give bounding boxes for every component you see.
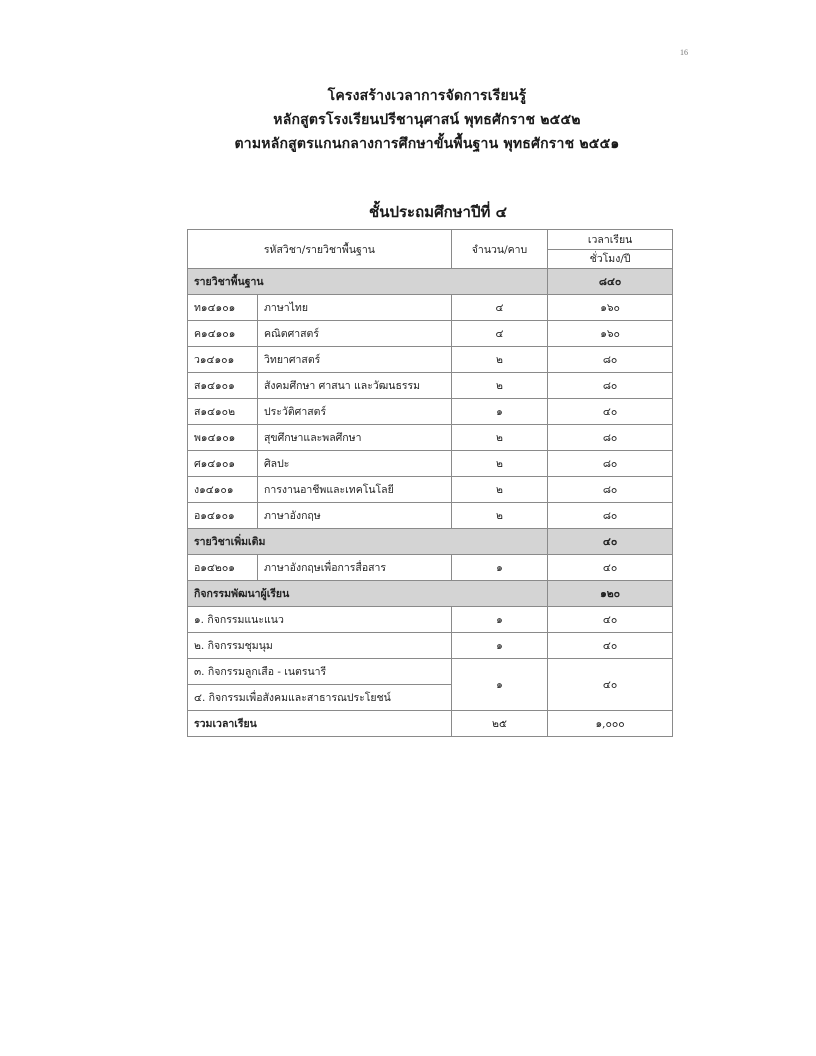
hours-cell: ๘๐ — [548, 347, 673, 373]
periods-cell: ๔ — [451, 295, 547, 321]
subject-name: สุขศึกษาและพลศึกษา — [258, 425, 452, 451]
document-titles — [0, 84, 816, 156]
header-periods: จำนวน/คาบ — [451, 230, 547, 269]
subject-name: สังคมศึกษา ศาสนา และวัฒนธรรม — [258, 373, 452, 399]
section-label: รายวิชาเพิ่มเติม — [188, 529, 548, 555]
table-row — [188, 425, 673, 451]
hours-cell: ๔๐ — [548, 399, 673, 425]
table-row — [188, 633, 673, 659]
activity-name: ๒. กิจกรรมชุมนุม — [188, 633, 452, 659]
title-line-1: โครงสร้างเวลาการจัดการเรียนรู้ — [327, 88, 527, 104]
hours-cell: ๑๖๐ — [548, 321, 673, 347]
hours-cell: ๘๐ — [548, 477, 673, 503]
total-label: รวมเวลาเรียน — [188, 711, 452, 737]
subject-name: วิทยาศาสตร์ — [258, 347, 452, 373]
periods-cell: ๑ — [451, 555, 547, 581]
activity-name: ๑. กิจกรรมแนะแนว — [188, 607, 452, 633]
table-row — [188, 607, 673, 633]
section-row-activities — [188, 581, 673, 607]
total-periods: ๒๕ — [451, 711, 547, 737]
table-row — [188, 321, 673, 347]
hours-cell: ๔๐ — [548, 607, 673, 633]
hours-cell: ๘๐ — [548, 373, 673, 399]
subject-code: ท๑๔๑๐๑ — [188, 295, 258, 321]
subject-name: ภาษาอังกฤษ — [258, 503, 452, 529]
hours-cell: ๔๐ — [548, 555, 673, 581]
subject-code: พ๑๔๑๐๑ — [188, 425, 258, 451]
table-row — [188, 659, 673, 685]
periods-cell: ๑ — [451, 399, 547, 425]
periods-cell: ๑ — [451, 633, 547, 659]
table-row — [188, 503, 673, 529]
hours-cell: ๑๖๐ — [548, 295, 673, 321]
page-number: 16 — [680, 48, 688, 57]
section-label: รายวิชาพื้นฐาน — [188, 269, 548, 295]
table-row — [188, 399, 673, 425]
activity-name: ๓. กิจกรรมลูกเสือ - เนตรนารี — [188, 659, 452, 685]
table-header-row — [188, 230, 673, 250]
subject-code: ง๑๔๑๐๑ — [188, 477, 258, 503]
table-row — [188, 373, 673, 399]
subject-code: ศ๑๔๑๐๑ — [188, 451, 258, 477]
table-row — [188, 295, 673, 321]
section-label: กิจกรรมพัฒนาผู้เรียน — [188, 581, 548, 607]
table-row — [188, 451, 673, 477]
subject-code: อ๑๔๒๐๑ — [188, 555, 258, 581]
subject-code: ส๑๔๑๐๒ — [188, 399, 258, 425]
subject-name: คณิตศาสตร์ — [258, 321, 452, 347]
periods-cell: ๒ — [451, 503, 547, 529]
hours-cell: ๘๐ — [548, 451, 673, 477]
periods-cell: ๒ — [451, 425, 547, 451]
subject-name: ภาษาอังกฤษเพื่อการสื่อสาร — [258, 555, 452, 581]
periods-cell: ๒ — [451, 373, 547, 399]
header-time: เวลาเรียน — [548, 230, 673, 250]
hours-cell: ๘๐ — [548, 503, 673, 529]
subject-name: ศิลปะ — [258, 451, 452, 477]
hours-cell: ๔๐ — [548, 633, 673, 659]
table-row — [188, 555, 673, 581]
section-total: ๑๒๐ — [548, 581, 673, 607]
section-total: ๘๔๐ — [548, 269, 673, 295]
periods-cell: ๒ — [451, 347, 547, 373]
header-subject: รหัสวิชา/รายวิชาพื้นฐาน — [188, 230, 452, 269]
table-row — [188, 347, 673, 373]
periods-cell: ๔ — [451, 321, 547, 347]
periods-cell: ๑ — [451, 607, 547, 633]
hours-cell: ๘๐ — [548, 425, 673, 451]
header-hours: ชั่วโมง/ปี — [548, 249, 673, 269]
hours-cell: ๔๐ — [548, 659, 673, 711]
periods-cell: ๑ — [451, 659, 547, 711]
section-row-core — [188, 269, 673, 295]
table-row — [188, 477, 673, 503]
subject-name: ประวัติศาสตร์ — [258, 399, 452, 425]
grade-title: ชั้นประถมศึกษาปีที่ ๔ — [369, 203, 507, 221]
subject-code: อ๑๔๑๐๑ — [188, 503, 258, 529]
total-hours: ๑,๐๐๐ — [548, 711, 673, 737]
title-line-3: ตามหลักสูตรแกนกลางการศึกษาขั้นพื้นฐาน พุทธศักราช ๒๕๕๑ — [234, 136, 620, 152]
total-row — [188, 711, 673, 737]
section-row-additional — [188, 529, 673, 555]
subject-code: ว๑๔๑๐๑ — [188, 347, 258, 373]
time-structure-table — [187, 229, 673, 737]
periods-cell: ๒ — [451, 451, 547, 477]
subject-name: ภาษาไทย — [258, 295, 452, 321]
section-total: ๔๐ — [548, 529, 673, 555]
subject-code: ค๑๔๑๐๑ — [188, 321, 258, 347]
subject-code: ส๑๔๑๐๑ — [188, 373, 258, 399]
activity-name: ๔. กิจกรรมเพื่อสังคมและสาธารณประโยชน์ — [188, 685, 452, 711]
periods-cell: ๒ — [451, 477, 547, 503]
title-line-2: หลักสูตรโรงเรียนปรีชานุศาสน์ พุทธศักราช ๒๕๕๒ — [273, 112, 581, 128]
subject-name: การงานอาชีพและเทคโนโลยี — [258, 477, 452, 503]
